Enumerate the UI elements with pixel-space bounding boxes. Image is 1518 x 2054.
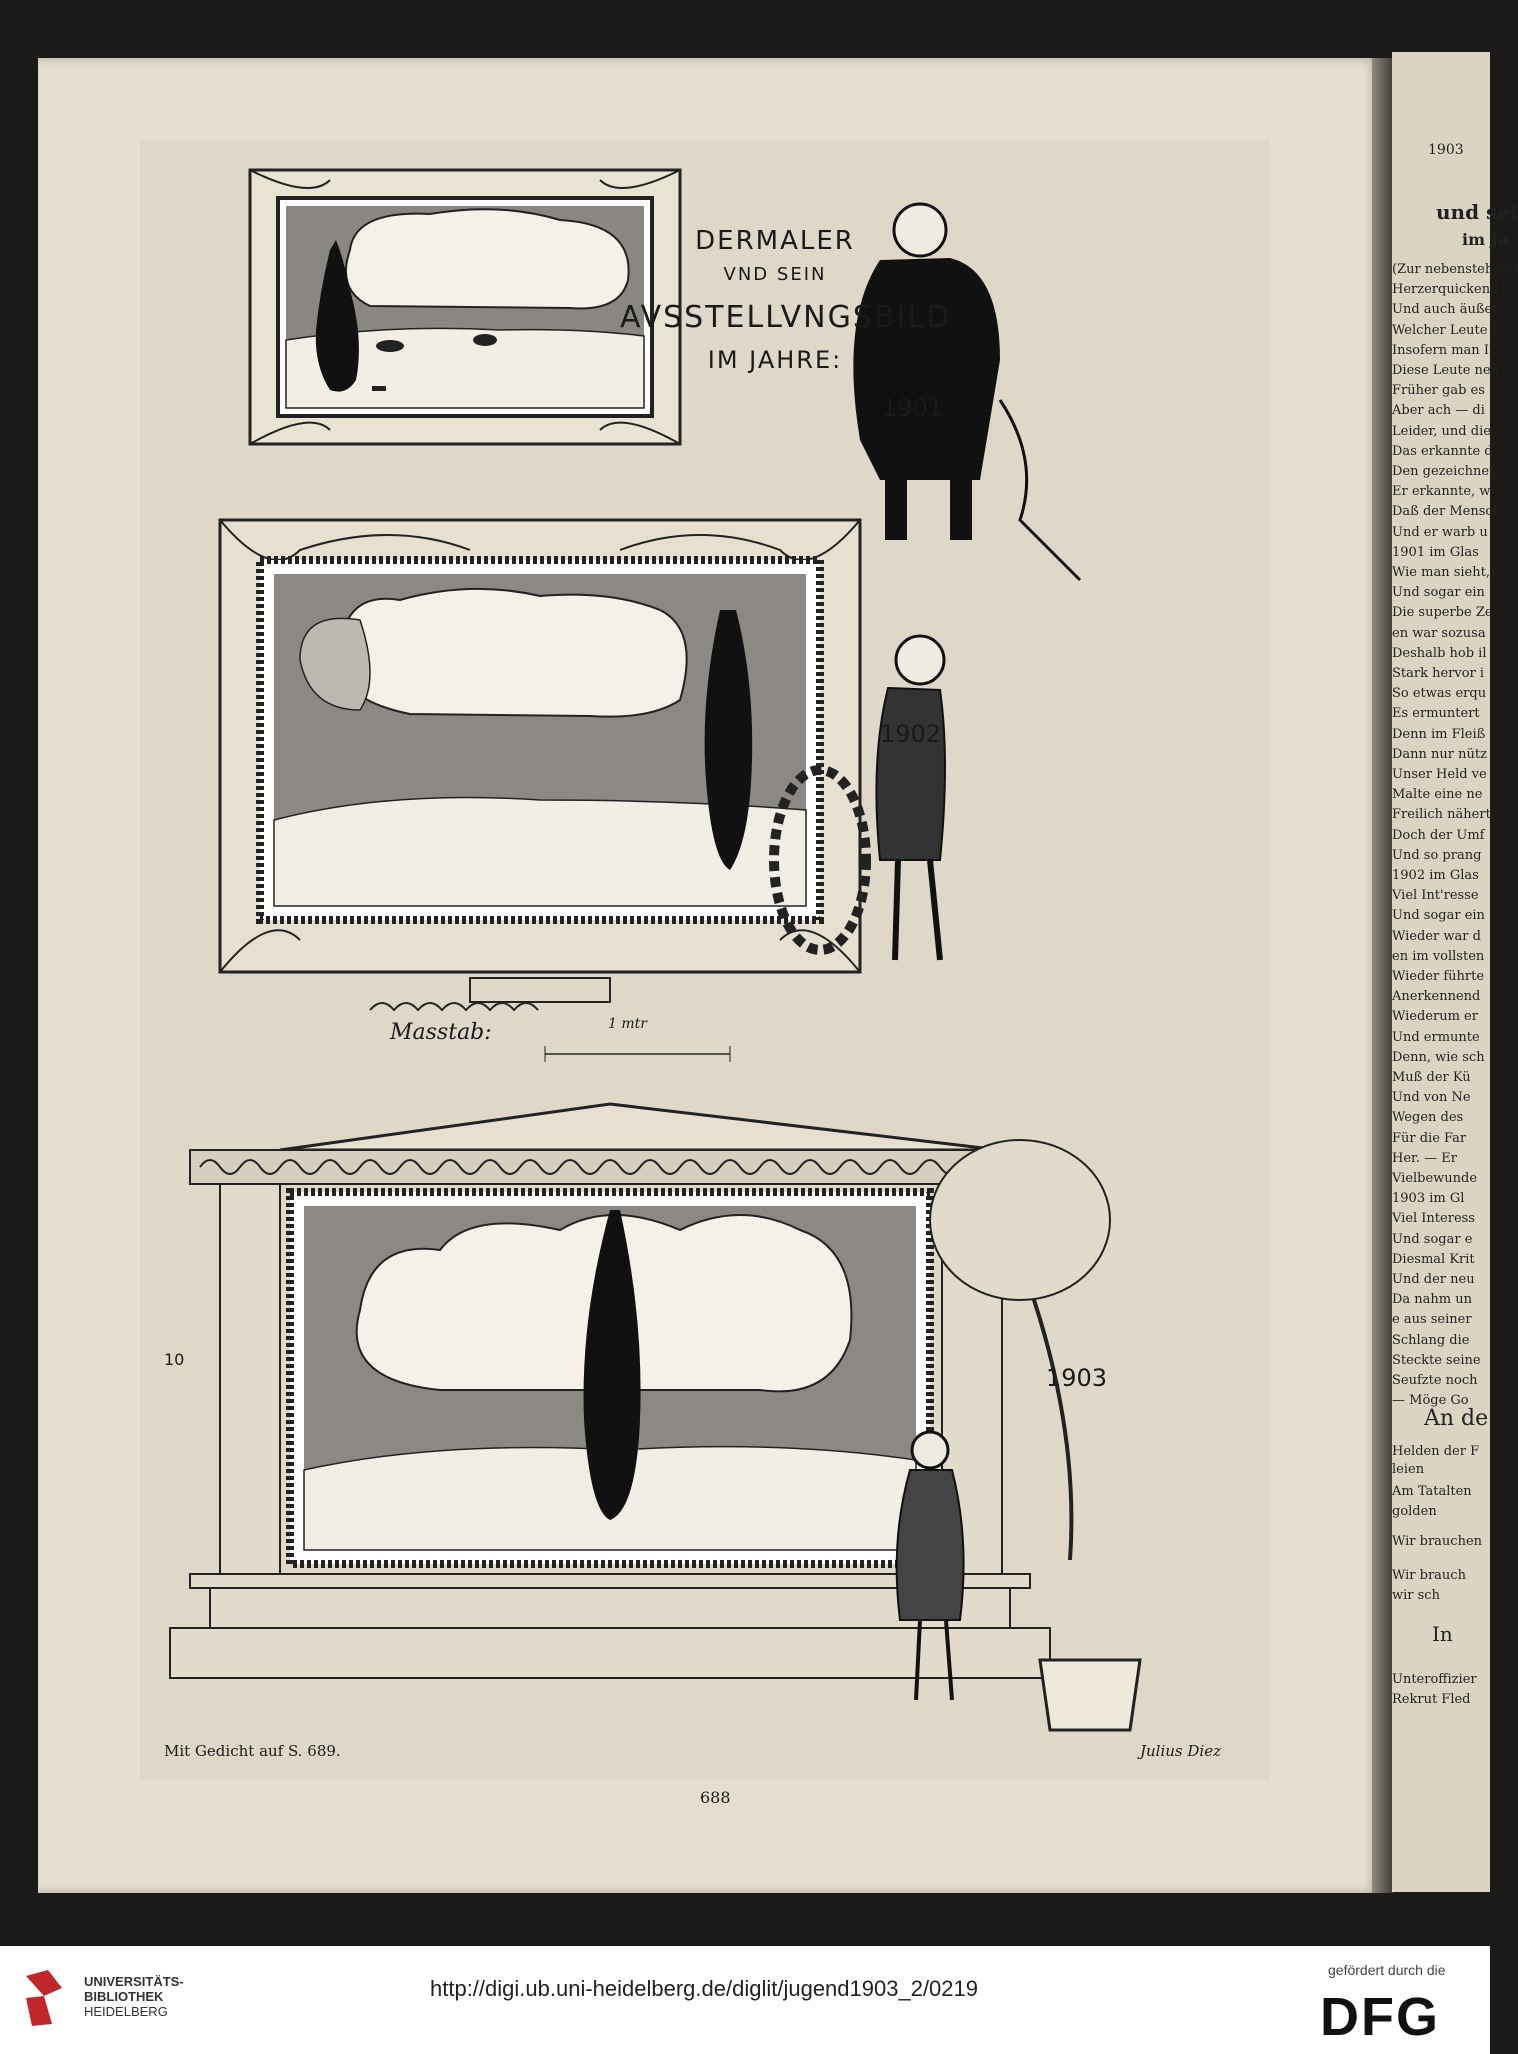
book-gutter <box>1372 58 1394 1893</box>
right-page-line: Denn, wie sch <box>1392 1049 1485 1065</box>
right-page-line: Für die Far <box>1392 1130 1467 1146</box>
right-page-line: Die superbe Ze <box>1392 605 1493 621</box>
right-page-line: Malte eine ne <box>1392 787 1483 803</box>
scale-unit: 1 mtr <box>608 1016 647 1032</box>
right-page-line: Insofern man I <box>1392 342 1489 358</box>
title-line-1: DERMALER <box>695 226 855 256</box>
scale-bar <box>545 1046 730 1062</box>
right-page-line: Wir brauchen <box>1392 1534 1483 1549</box>
illustration-plate <box>140 140 1270 1780</box>
right-page-line: Viel Interess <box>1392 1211 1475 1227</box>
right-page-line: Und so prang <box>1392 847 1482 863</box>
digitization-url[interactable]: http://digi.ub.uni-heidelberg.de/diglit/jugend1903_2/0219 <box>430 1976 978 2001</box>
right-page-line: Wiederum er <box>1392 1009 1478 1025</box>
year-1901: 1901 <box>882 394 944 422</box>
right-page-line: en war sozusa <box>1392 625 1486 641</box>
year-1902: 1902 <box>880 720 942 748</box>
right-page-line: Muß der Kü <box>1392 1070 1471 1085</box>
right-page-line: Seufzte noch <box>1392 1373 1478 1388</box>
right-page-line: 1903 im Gl <box>1392 1191 1465 1207</box>
right-page-line: Er erkannte, w <box>1392 484 1491 500</box>
library-name: UNIVERSITÄTS- BIBLIOTHEK HEIDELBERG <box>84 1974 184 2019</box>
right-page-line: Es ermuntert <box>1392 706 1480 722</box>
right-page-line: golden <box>1392 1504 1437 1519</box>
right-page-line: Schlang die <box>1392 1332 1470 1348</box>
right-page-line: Anerkennend <box>1392 989 1481 1005</box>
right-page-line: Und der neu <box>1392 1272 1475 1287</box>
right-page-line: Freilich nähert <box>1392 807 1491 823</box>
right-page-line: Welcher Leute f <box>1392 322 1497 338</box>
right-page-line: Denn im Fleiß <box>1392 726 1486 742</box>
scale-label: Masstab: <box>390 1020 492 1045</box>
right-page-line: Deshalb hob il <box>1392 645 1487 661</box>
right-page-line: Den gezeichnet <box>1392 464 1495 479</box>
right-page-line: Doch der Umf <box>1392 827 1485 843</box>
illustration-svg <box>140 140 1270 1780</box>
caption-left: Mit Gedicht auf S. 689. <box>164 1742 341 1760</box>
right-page-line: Und von Ne <box>1392 1090 1471 1106</box>
right-page-line: 1902 im Glas <box>1392 868 1479 883</box>
year-1903: 1903 <box>1046 1364 1108 1392</box>
right-page-line: Da nahm un <box>1392 1292 1473 1308</box>
right-page <box>1392 52 1518 1892</box>
right-page-line: Aber ach — di <box>1392 403 1485 419</box>
right-page-line: Herzerquickend <box>1392 282 1499 298</box>
right-page-line: Leider, und die <box>1392 423 1491 439</box>
right-page-line: Dann nur nütz <box>1392 746 1487 762</box>
page-number: 688 <box>700 1788 731 1807</box>
right-page-line: Und sogar ein <box>1392 908 1485 924</box>
right-page-line: Diese Leute nen <box>1392 363 1499 378</box>
right-page-line: 1901 im Glas <box>1392 544 1479 560</box>
dfg-logo: DFG <box>1320 1987 1440 2047</box>
library-logo-icon <box>22 1968 66 2028</box>
painter-figure-1901 <box>853 204 1080 580</box>
right-page-line: (Zur nebenstehend <box>1392 262 1518 277</box>
right-page-line: Wegen des <box>1392 1110 1464 1126</box>
right-page-line: Wieder führte <box>1392 969 1485 984</box>
right-page-line: Viel Int'resse <box>1392 888 1479 904</box>
right-page-line: wir sch <box>1392 1588 1440 1603</box>
right-page-line: — Möge Go <box>1392 1393 1469 1409</box>
right-page-line: Wir brauch <box>1392 1568 1466 1583</box>
right-page-line: Daß der Mensch <box>1392 504 1502 520</box>
right-page-header: 1903 <box>1428 142 1464 158</box>
right-page-line: In <box>1432 1622 1453 1646</box>
funding-note: gefördert durch die <box>1328 1962 1446 1978</box>
title-line-4: IM JAHRE: <box>707 346 843 374</box>
right-page-line: Stark hervor i <box>1392 666 1485 681</box>
right-page-line: Und auch äußer <box>1392 302 1499 318</box>
right-page-line: Wieder war d <box>1392 928 1481 944</box>
right-page-heading: und sei <box>1436 200 1518 224</box>
right-page-line: Das erkannte d <box>1392 443 1493 459</box>
right-page-line: Wie man sieht, <box>1392 565 1490 580</box>
right-page-line: e aus seiner <box>1392 1312 1472 1328</box>
margin-number: 10 <box>164 1350 185 1369</box>
right-page-line: Und sogar e <box>1392 1231 1473 1247</box>
right-page-line: Früher gab es <box>1392 383 1485 399</box>
right-page-line: Und er warb u <box>1392 524 1488 540</box>
right-page-line: leien <box>1392 1462 1425 1477</box>
right-page-line: Und ermunte <box>1392 1029 1480 1045</box>
right-page-line: Und sogar ein <box>1392 585 1485 601</box>
painting-1901 <box>250 170 680 444</box>
right-page-line: Vielbewunde <box>1392 1171 1478 1186</box>
right-page-line: en im vollsten <box>1392 948 1485 964</box>
title-line-2: VND SEIN <box>723 264 827 285</box>
right-page-line: Unser Held ve <box>1392 767 1487 782</box>
right-page-line: So etwas erqu <box>1392 686 1487 702</box>
painting-1902 <box>220 520 860 1010</box>
title-line-3: AVSSTELLVNGSBILD <box>620 300 952 335</box>
right-page-line: Her. — Er <box>1392 1150 1457 1166</box>
caption-right: Julius Diez <box>1140 1742 1221 1760</box>
right-page-line: Unteroffizier <box>1392 1672 1477 1687</box>
viewer-footer <box>0 1946 1490 2054</box>
right-page-line: Diesmal Krit <box>1392 1251 1475 1267</box>
right-page-section: An de <box>1424 1406 1489 1431</box>
right-page-line: Am Tatalten <box>1392 1484 1472 1499</box>
right-page-line: Rekrut Fled <box>1392 1692 1471 1707</box>
right-page-subheading: im Ja <box>1462 230 1509 249</box>
right-page-line: Steckte seine <box>1392 1352 1481 1368</box>
right-page-line: Helden der F <box>1392 1444 1480 1459</box>
